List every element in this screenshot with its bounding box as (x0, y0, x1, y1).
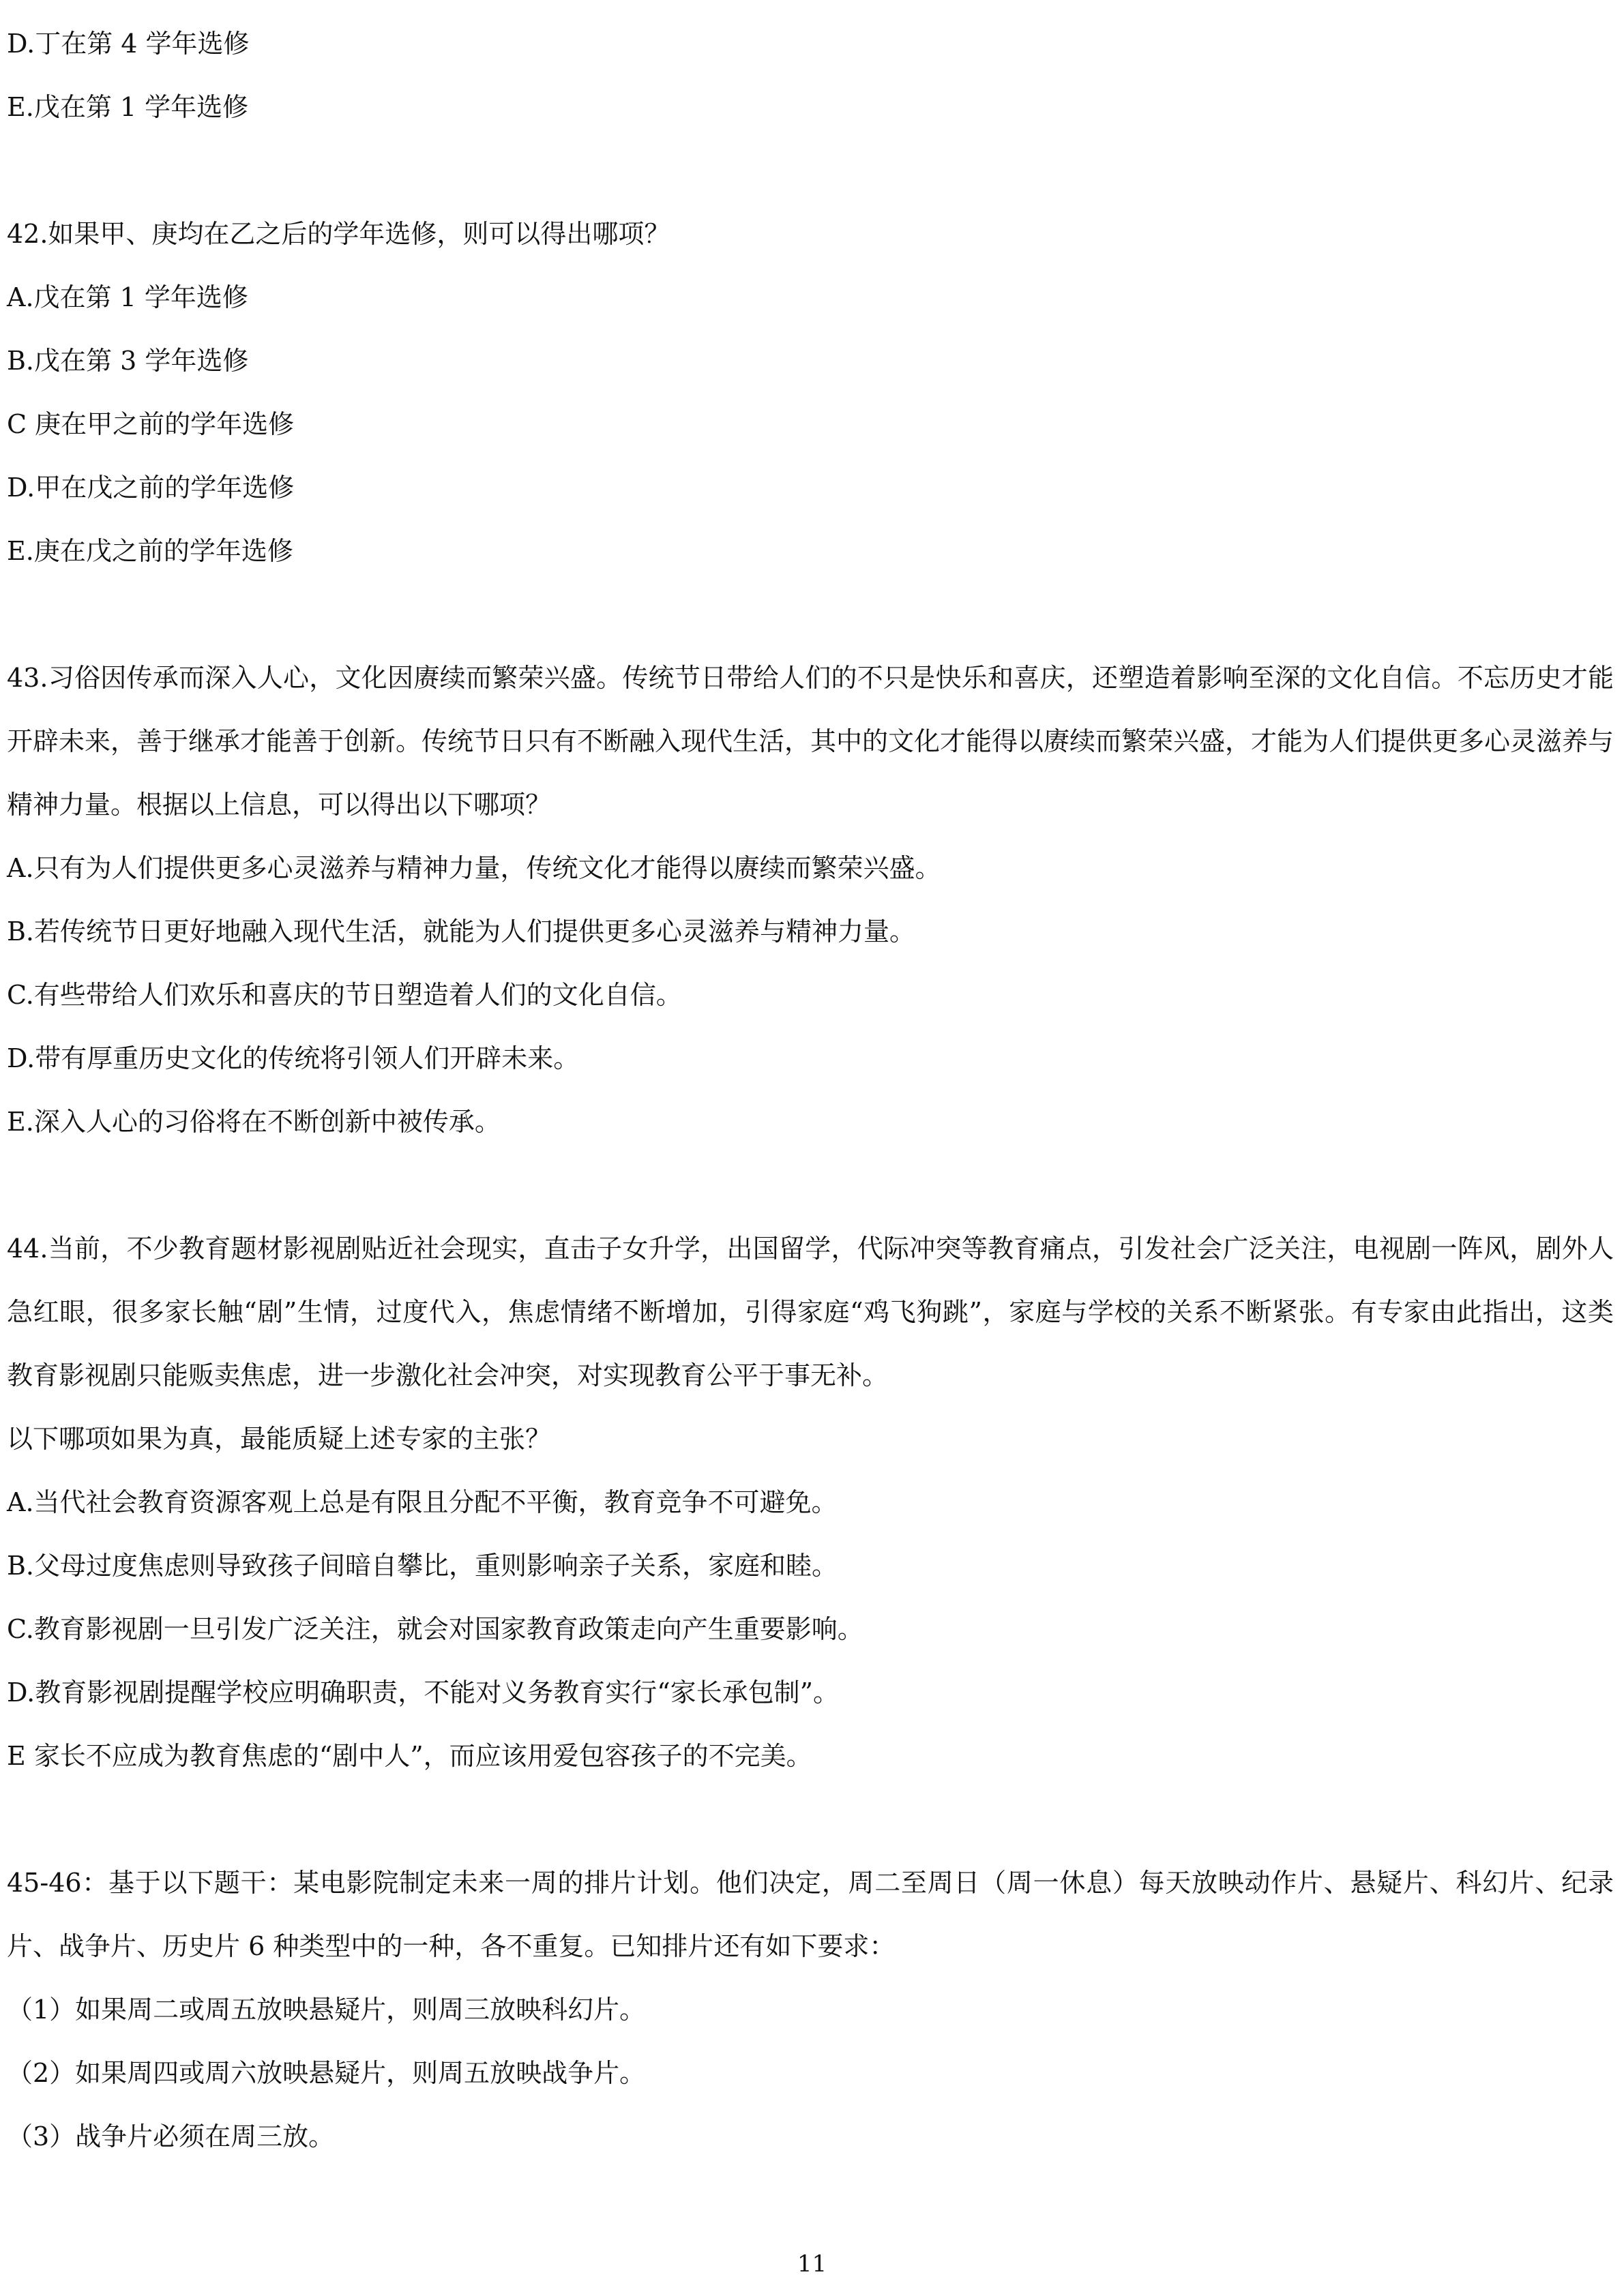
spacer (7, 583, 1614, 646)
page-content (7, 12, 1614, 2168)
option-c: C.教育影视剧一旦引发广泛关注，就会对国家教育政策走向产生重要影响。 (7, 1614, 863, 1644)
option-d: D.带有厚重历史文化的传统将引领人们开辟未来。 (7, 1043, 580, 1073)
option-b: B.戊在第 3 学年选修 (7, 346, 249, 376)
page-number: 11 (797, 2250, 827, 2278)
option-a: A.戊在第 1 学年选修 (7, 282, 248, 312)
option-a: A.当代社会教育资源客观上总是有限且分配不平衡，教育竞争不可避免。 (7, 1487, 838, 1517)
option-c: C 庚在甲之前的学年选修 (7, 409, 295, 439)
question-stem: 45-46：基于以下题干：某电影院制定未来一周的排片计划。他们决定，周二至周日（周一休息）每天放映动作片、悬疑片、科幻片、纪录片、战争片、历史片 6 种类型中的一种，各不重复。已知排片还有如下要求： (7, 1868, 1614, 1961)
question-45-46 (7, 1851, 1614, 2168)
question-stem: 43.习俗因传承而深入人心，文化因赓续而繁荣兴盛。传统节日带给人们的不只是快乐和喜庆，还塑造着影响至深的文化自信。不忘历史才能开辟未来，善于继承才能善于创新。传统节日只有不断融入现代生活，其中的文化才能得以赓续而繁荣兴盛，才能为人们提供更多心灵滋养与精神力量。根据以上信息，可以得出以下哪项？ (7, 663, 1614, 820)
option-d: D.甲在戊之前的学年选修 (7, 473, 295, 503)
spacer (7, 139, 1614, 203)
option-d: D.丁在第 4 学年选修 (7, 29, 250, 59)
question-44 (7, 1217, 1614, 1788)
option-c: C.有些带给人们欢乐和喜庆的节日塑造着人们的文化自信。 (7, 980, 682, 1010)
option-e: E.深入人心的习俗将在不断创新中被传承。 (7, 1107, 501, 1137)
option-e: E 家长不应成为教育焦虑的“剧中人”，而应该用爱包容孩子的不完美。 (7, 1741, 812, 1771)
question-prompt: 以下哪项如果为真，最能质疑上述专家的主张？ (7, 1424, 552, 1454)
question-stem: 44.当前，不少教育题材影视剧贴近社会现实，直击子女升学，出国留学，代际冲突等教育痛点，引发社会广泛关注，电视剧一阵风，剧外人急红眼，很多家长触“剧”生情，过度代入，焦虑情绪不断增加，引得家庭“鸡飞狗跳”，家庭与学校的关系不断紧张。有专家由此指出，这类教育影视剧只能贩卖焦虑，进一步激化社会冲突，对实现教育公平于事无补。 (7, 1234, 1614, 1390)
option-a: A.只有为人们提供更多心灵滋养与精神力量，传统文化才能得以赓续而繁荣兴盛。 (7, 853, 941, 883)
condition-3: （3）战争片必须在周三放。 (7, 2121, 335, 2151)
option-b: B.若传统节日更好地融入现代生活，就能为人们提供更多心灵滋养与精神力量。 (7, 916, 916, 946)
question-42 (7, 203, 1614, 583)
condition-1: （1）如果周二或周五放映悬疑片，则周三放映科幻片。 (7, 1995, 646, 2025)
question-43 (7, 646, 1614, 1154)
option-e: E.戊在第 1 学年选修 (7, 92, 249, 122)
question-41-tail (7, 12, 1614, 139)
spacer (7, 1788, 1614, 1851)
condition-2: （2）如果周四或周六放映悬疑片，则周五放映战争片。 (7, 2058, 646, 2088)
spacer (7, 1154, 1614, 1217)
question-stem: 42.如果甲、庚均在乙之后的学年选修，则可以得出哪项？ (7, 219, 670, 249)
option-b: B.父母过度焦虑则导致孩子间暗自攀比，重则影响亲子关系，家庭和睦。 (7, 1551, 838, 1581)
option-d: D.教育影视剧提醒学校应明确职责，不能对义务教育实行“家长承包制”。 (7, 1678, 840, 1708)
option-e: E.庚在戊之前的学年选修 (7, 536, 293, 566)
